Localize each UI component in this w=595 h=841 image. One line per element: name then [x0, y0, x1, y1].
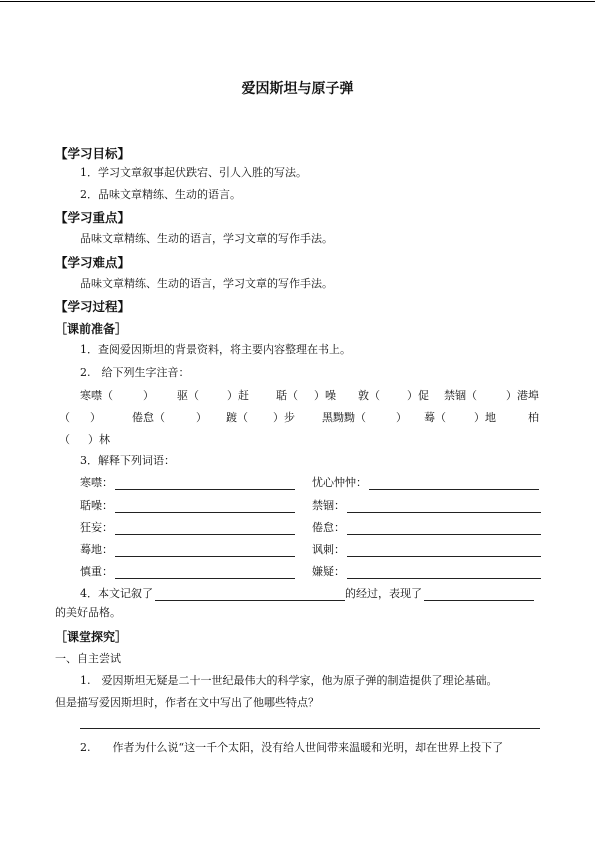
pinyin-cell: ）噪 — [314, 389, 336, 402]
pinyin-cell: ） — [143, 389, 154, 402]
prep-item-1: 1．查阅爱因斯坦的背景资料，将主要内容整理在书上。 — [80, 343, 351, 356]
answer-line[interactable] — [424, 589, 534, 601]
term-field-left-3[interactable] — [80, 519, 295, 535]
summary-prefix: 4．本文记叙了 — [80, 587, 153, 600]
term-label: 蓦地： — [80, 543, 113, 556]
prep-heading: ［课前准备］ — [55, 322, 128, 336]
pinyin-cell: ）步 — [273, 411, 295, 424]
pinyin-cell: ）促 — [407, 389, 429, 402]
pinyin-cell: 黑黝黝（ — [322, 411, 366, 424]
pinyin-cell: ）地 — [474, 411, 496, 424]
term-field-left-4[interactable] — [80, 541, 295, 557]
summary-fill-line — [80, 585, 534, 601]
pinyin-cell: ）赶 — [227, 389, 249, 402]
answer-line[interactable] — [115, 501, 295, 513]
process-heading: 【学习过程】 — [55, 299, 131, 314]
difficulty-heading: 【学习难点】 — [55, 255, 131, 270]
term-label: 忧心忡忡： — [312, 476, 367, 489]
summary-middle: 的经过，表现了 — [345, 587, 422, 600]
answer-line[interactable] — [347, 545, 541, 557]
pinyin-cell: 柏 — [528, 411, 539, 424]
pinyin-cell: （ — [59, 411, 70, 424]
question-2-line-1: 2. 作者为什么说“这一千个太阳，没有给人世间带来温暖和光明，却在世界上投下了 — [80, 741, 504, 754]
term-field-right-4[interactable] — [312, 541, 541, 557]
pinyin-cell: 禁锢（ — [444, 389, 477, 402]
pinyin-cell: ） — [90, 411, 101, 424]
self-attempt-heading: 一、自主尝试 — [55, 652, 121, 665]
pinyin-cell: ）港埠 — [506, 389, 539, 402]
term-label: 讽刺： — [312, 543, 345, 556]
term-field-right-2[interactable] — [312, 497, 541, 513]
prep-item-3: 3．解释下列词语： — [80, 454, 175, 467]
term-label: 聒噪： — [80, 499, 113, 512]
pinyin-cell: （ — [59, 433, 70, 446]
term-field-left-5[interactable] — [80, 563, 295, 579]
pinyin-cell: 倦怠（ — [132, 411, 165, 424]
question-1-line-2: 但是描写爱因斯坦时，作者在文中写出了他哪些特点？ — [55, 696, 319, 709]
answer-line[interactable] — [115, 545, 295, 557]
term-label: 慎重： — [80, 565, 113, 578]
answer-line[interactable] — [115, 567, 295, 579]
term-label: 嫌疑： — [312, 565, 345, 578]
answer-line[interactable] — [347, 501, 541, 513]
focus-heading: 【学习重点】 — [55, 210, 131, 225]
question-1-line-1: 1. 爱因斯坦无疑是二十一世纪最伟大的科学家，他为原子弹的制造提供了理论基础。 — [80, 674, 498, 687]
prep-item-2: 2. 给下列生字注音： — [80, 366, 190, 379]
pinyin-cell: 聒（ — [276, 389, 298, 402]
pinyin-cell: ） — [196, 411, 207, 424]
goal-item-1: 1．学习文章叙事起伏跌宕、引人入胜的写法。 — [80, 166, 307, 179]
answer-line[interactable] — [155, 589, 345, 601]
term-field-right-1[interactable] — [312, 474, 539, 490]
pinyin-cell: 踱（ — [226, 411, 248, 424]
term-field-left-1[interactable] — [80, 474, 295, 490]
pinyin-cell: 敦（ — [358, 389, 380, 402]
goals-heading: 【学习目标】 — [55, 146, 131, 161]
pinyin-cell: 寒噤（ — [80, 389, 113, 402]
term-label: 狂妄： — [80, 521, 113, 534]
term-field-left-2[interactable] — [80, 497, 295, 513]
difficulty-text: 品味文章精练、生动的语言，学习文章的写作手法。 — [80, 277, 333, 290]
answer-line[interactable] — [369, 478, 539, 490]
term-label: 倦怠： — [312, 521, 345, 534]
page-title: 爱因斯坦与原子弹 — [241, 81, 354, 97]
pinyin-cell: 驱（ — [177, 389, 199, 402]
answer-line[interactable] — [80, 728, 540, 729]
answer-line[interactable] — [347, 523, 541, 535]
answer-line[interactable] — [347, 567, 541, 579]
pinyin-cell: 蓦（ — [424, 411, 446, 424]
goal-item-2: 2．品味文章精练、生动的语言。 — [80, 188, 241, 201]
pinyin-cell: ）林 — [88, 433, 110, 446]
term-field-right-3[interactable] — [312, 519, 541, 535]
page-top-rule — [0, 1, 595, 2]
term-field-right-5[interactable] — [312, 563, 541, 579]
focus-text: 品味文章精练、生动的语言，学习文章的写作手法。 — [80, 232, 333, 245]
explore-heading: ［课堂探究］ — [55, 630, 128, 644]
pinyin-cell: ） — [396, 411, 407, 424]
answer-line[interactable] — [115, 523, 295, 535]
answer-line[interactable] — [115, 478, 295, 490]
term-label: 禁锢： — [312, 499, 345, 512]
term-label: 寒噤： — [80, 476, 113, 489]
summary-suffix: 的美好品格。 — [55, 606, 121, 619]
